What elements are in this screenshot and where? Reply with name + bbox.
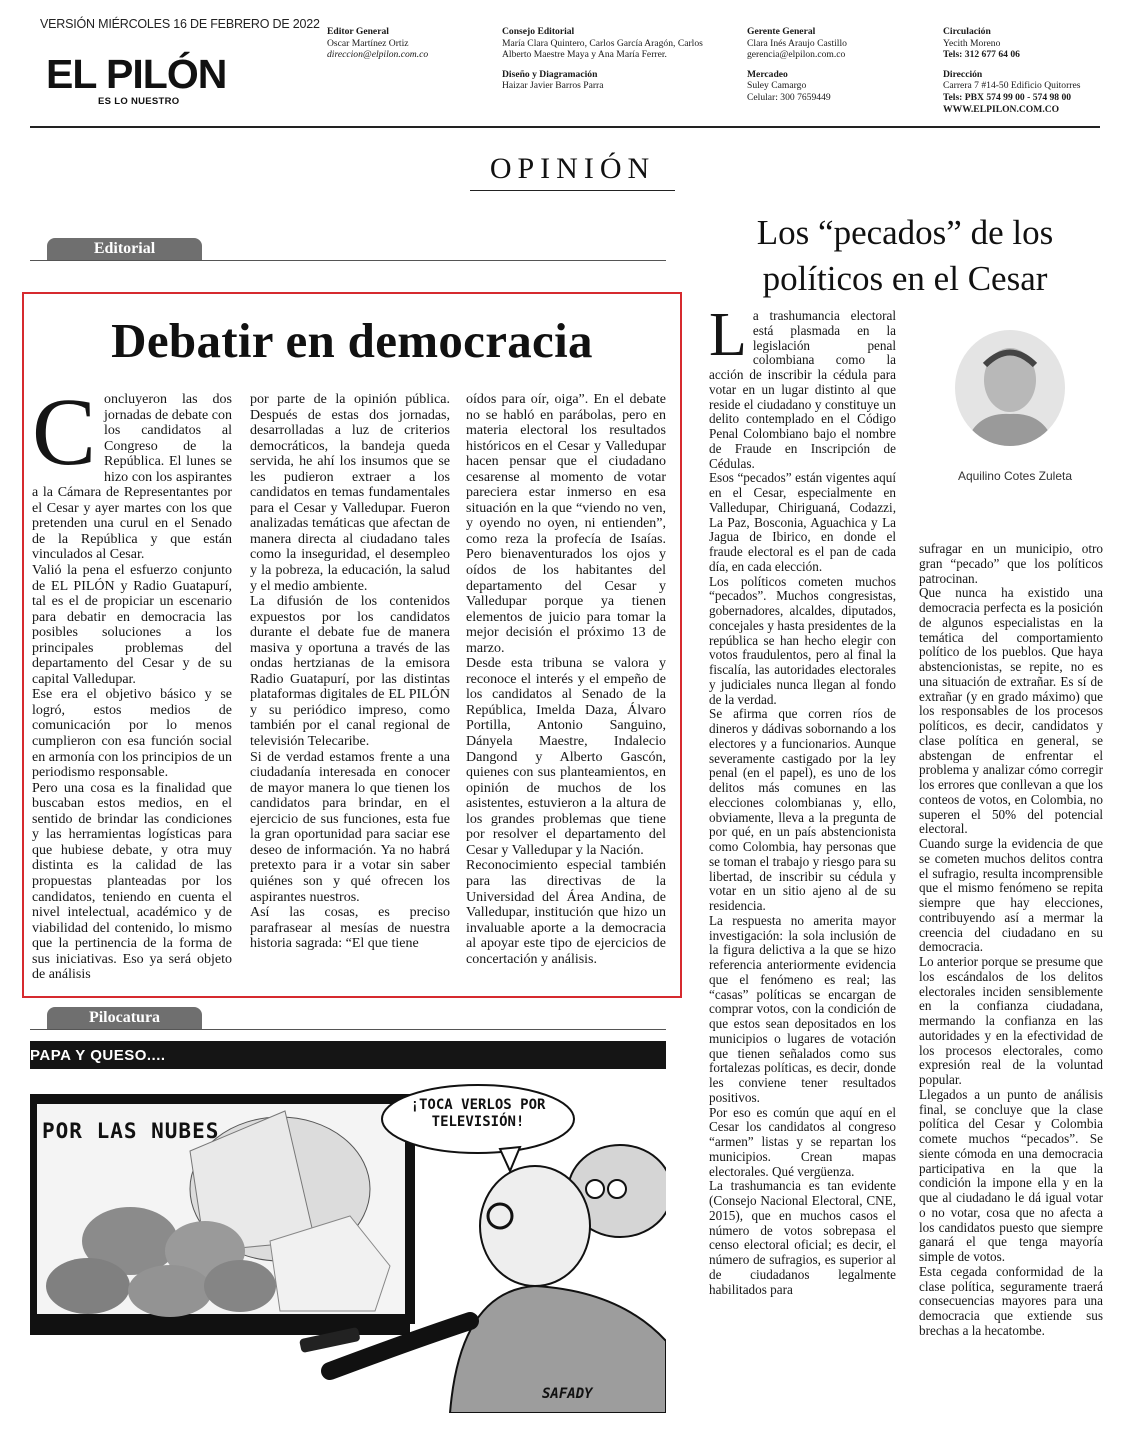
- potato: [204, 1260, 276, 1312]
- speech-bubble-tail: [500, 1147, 520, 1171]
- section-title: OPINIÓN: [489, 152, 656, 185]
- editorial-dropcap: C: [32, 378, 97, 485]
- column-title: [705, 210, 1105, 302]
- edition-date: VERSIÓN MIÉRCOLES 16 DE FEBRERO DE 2022: [40, 17, 320, 31]
- author-name: Aquilino Cotes Zuleta: [957, 469, 1073, 483]
- editorial-paragraph: oncluyeron las dos jornadas de debate con los candidatos al Congreso de la República. El lunes se hizo con los aspirantes a la Cámara de Representantes por el Cesar y ayer martes con los que pretenden una curul en el Senado de la República y que están vinculados al Cesar.: [32, 392, 232, 563]
- market-phone: Celular: 300 7659449: [747, 91, 831, 103]
- editorial-paragraph: Reconocimiento especial también para las directivas de la Universidad del Área Andina, de Valledupar, institución que hizo un invaluable aporte a la democracia al apoyar este tipo de ejercicios de concertación y análisis.: [466, 858, 666, 967]
- woman-eye: [608, 1180, 626, 1198]
- manager-email: gerencia@elpilon.com.co: [747, 49, 846, 61]
- editor-label: Editor General: [327, 26, 389, 37]
- column-paragraph: Llegados a un punto de análisis final, se concluye que la clase política del Cesar y Colombia comete muchos “pecados”. Se siente cómoda en una democracia participativa en la que la condición la impone ella y en la que al ciudadano le dá igual votar o no votar, cosa que no afecta a los candidatos puesto que siempre ganará el que tenga mayoría simple de votos.: [919, 1086, 1103, 1264]
- editorial-paragraph: Valió la pena el esfuerzo conjunto de EL PILÓN y Radio Guatapurí, tal es el de propiciar un escenario para debatir en democracia las posibles soluciones a los principales problemas del departamento del Cesar y de su capital Valledupar.: [32, 563, 232, 687]
- editor-name: Oscar Martínez Ortiz: [327, 37, 409, 49]
- manager-label: Gerente General: [747, 26, 816, 37]
- newspaper-logo: EL PILÓN: [46, 51, 227, 97]
- design-name: Haizar Javier Barros Parra: [502, 80, 604, 92]
- column-paragraph: Lo anterior porque se presume que los escándalos de los delitos electorales inciden sensiblemente en la confianza ciudadana, mermando la confianza en las autoridades y en la efectividad de los procesos electorales, como expresión real de la voluntad popular.: [919, 954, 1103, 1087]
- address-phone: Tels: PBX 574 99 00 - 574 98 00: [943, 91, 1072, 103]
- column-paragraph: Se afirma que corren ríos de dineros y dádivas sobornando a los electores y a funcionarios. Aunque severamente castigado por la ley penal (en el papel), es uno de los delitos más comunes en las elecciones colombianas y, ello, obviamente, lleva a la pregunta de por qué, en un país abstencionista como Colombia, hay personas que se toman el trabajo y riesgo para su libertad, de inscribir su cédula y votar en un sitio ajeno al de su residencia.: [709, 706, 896, 913]
- speech-bubble-text: [390, 1097, 566, 1131]
- column-title-line-1: Los “pecados” de los: [756, 213, 1054, 252]
- speech-line-2: TELEVISIÓN!: [431, 1114, 525, 1130]
- column-paragraph: Los políticos cometen muchos “pecados”. Muchos congresistas, gobernadores, alcaldes, diputados, concejales y hasta presidentes de la república se han hecho elegir con votos fraudulentos, pero al final la fiscalía, las autoridades electorales y judiciales nunca llegan al fondo de la verdad.: [709, 573, 896, 707]
- column-paragraph: Esta cegada conformidad de la clase política, seguramente traerá consecuencias mayores para una democracia que extiende sus brechas a la hecatombe.: [919, 1263, 1103, 1338]
- circulation-phone: Tels: 312 677 64 06: [943, 49, 1020, 61]
- editorial-paragraph: por parte de la opinión pública. Después de estas dos jornadas, desarrolladas a luz de criterios democráticos, la bandeja queda servida, he ahí los insumos que se les pudieron extraer a los candidatos en temas fundamentales para el Cesar y Valledupar. Fueron analizadas temáticas que afectan de manera directa al ciudadano tales como la inseguridad, el desempleo y la pobreza, la educación, la salud y el medio ambiente.: [250, 392, 450, 594]
- editorial-paragraph: La difusión de los contenidos expuestos por los candidatos durante el debate fue de manera masiva y oportuna a través de las ondas hertzianas de la emisora Radio Guatapurí, por las distintas plataformas digitales de EL PILÓN y su periódico impreso, como también por el canal regional de televisión Telecaribe.: [250, 594, 450, 750]
- editorial-column-3: [466, 392, 666, 967]
- cartoon-caption: PAPA Y QUESO....: [30, 1047, 166, 1064]
- column-paragraph: sufragar en un municipio, otro gran “pecado” que los políticos patrocinan.: [919, 541, 1103, 586]
- editorial-column-2: [250, 392, 450, 952]
- column-paragraph: Esos “pecados” están vigentes aquí en el Cesar, especialmente en Valledupar, Chiriguaná, Codazzi, La Paz, Bosconia, Aguachica y La Jagua de Ibirico, en donde el fraude electoral es el pan de cada día, en cada elección.: [709, 470, 896, 574]
- manager-name: Clara Inés Araujo Castillo: [747, 37, 847, 49]
- potato: [128, 1265, 212, 1317]
- editorial-paragraph: oídos para oír, oiga”. En el debate no se habló en parábolas, pero en materia electoral los resultados históricos en el Cesar y Valledupar hacen pensar que el ciudadano cesarense al momento de votar pareciera estar inmerso en esa situación en la que “viendo no ven, y oyendo no oyen, ni entienden”, como reza la profecía de Isaías. Pero bienaventurados los ojos y oídos de los habitantes del departamento del Cesar y Valledupar porque ya tienen elementos de juicio para tomar la mejor decisión el próximo 13 de marzo.: [466, 392, 666, 656]
- cartoon-tab-line: [30, 1029, 666, 1030]
- column-body-1: [709, 301, 896, 1297]
- editorial-title: Debatir en democracia: [111, 313, 593, 368]
- market-name: Suley Camargo: [747, 80, 807, 92]
- column-paragraph: Por eso es común que aquí en el Cesar los candidatos al congreso “armen” listas y se repartan los municipios. Crean mapas electorales. Qué vergüenza.: [709, 1104, 896, 1179]
- cartoon-tab: Pilocatura: [47, 1007, 202, 1030]
- staff-manager: [747, 26, 917, 104]
- editorial-tab-line: [30, 260, 666, 261]
- woman-eye: [586, 1180, 604, 1198]
- masthead-rule: [30, 126, 1100, 128]
- column-paragraph: Que nunca ha existido una democracia perfecta es la posición de algunos especialistas en la temática del comportamiento político de los pueblos. Que haya abstencionistas, se repite, no es una situación de extrañar. Es sí de extrañar (y en grado máximo) que los responsables de los procesos políticos, es decir, candidatos y clase política en general, se abstengan de enfrentar el problema y analizar cómo corregir los errores que conllevan a que los conteos de votos, en Colombia, no superen el 50% del potencial electoral.: [919, 585, 1103, 837]
- cartoon-illustration: [30, 1041, 666, 1413]
- editorial-paragraph: Así las cosas, es preciso parafrasear al mesías de nuestra historia sagrada: “El que tiene: [250, 905, 450, 952]
- section-title-rule: [470, 190, 675, 191]
- editorial-tab: Editorial: [47, 238, 202, 261]
- circulation-name: Yecith Moreno: [943, 37, 1001, 49]
- market-label: Mercadeo: [747, 68, 788, 80]
- editor-email: direccion@elpilon.com.co: [327, 49, 429, 61]
- board-names: María Clara Quintero, Carlos García Aragón, Carlos Alberto Maestre Maya y Ana María Ferrer.: [502, 37, 703, 61]
- design-label: Diseño y Diagramación: [502, 68, 598, 80]
- speech-line-1: ¡TOCA VERLOS POR: [410, 1097, 546, 1113]
- column-paragraph: La trashumancia es tan evidente (Consejo Nacional Electoral, CNE, 2015), que en muchos casos el número de votos sobrepasa el censo electoral oficial; es decir, el número de sufragios, es superior al de ciudadanos legalmente habilitados para: [709, 1178, 896, 1297]
- author-portrait: [955, 330, 1065, 446]
- board-label: Consejo Editorial: [502, 26, 575, 37]
- column-paragraph: La respuesta no amerita mayor investigación: la sola inclusión de la figura delictiva a la que se hizo referencia anteriormente evidencia que el fenómeno es real; las “casas” políticas se encargan de comprar votos, con la condición de que estos sean depositados en los municipios o lugares de votación que tienen señalados como sus fortalezas políticas, es decir, donde les conviene tener resultados positivos.: [709, 912, 896, 1105]
- column-dropcap: L: [709, 301, 747, 369]
- address: Carrera 7 #14-50 Edificio Quitorres: [943, 80, 1081, 92]
- tv-caption: POR LAS NUBES: [42, 1119, 220, 1143]
- author-shirt: [965, 414, 1055, 446]
- staff-circulation: [943, 26, 1113, 115]
- staff-editor: [327, 26, 487, 61]
- potato: [46, 1258, 130, 1314]
- editorial-column-1: [32, 378, 232, 983]
- column-paragraph: a trashumancia electoral está plasmada en la legislación penal colombiana como la acción de inscribir la cédula para votar en un lugar distinto al que reside el ciudadano y constituye un delito contemplado en el Código Penal Colombiano bajo el nombre de Fraude en Inscripción de Cédulas.: [709, 308, 896, 471]
- cartoonist-signature: SAFADY: [542, 1386, 593, 1402]
- website-link[interactable]: WWW.ELPILON.COM.CO: [943, 103, 1060, 115]
- editorial-paragraph: Desde esta tribuna se valora y reconoce el interés y el empeño de los candidatos al Senado de la República, Imelda Daza, Álvaro Portilla, Antonio Sanguino, Dányela Maestre, Indalecio Dangond y Alberto Gascón, quienes con sus planteamientos, en opinión de muchos de los asistentes, estuvieron a la altura de los grandes problemas que tiene por resolver el departamento del Cesar y Valledupar y la Nación.: [466, 656, 666, 858]
- column-body-2: [919, 542, 1103, 1339]
- cartoon-drawing: [30, 1041, 666, 1413]
- author-photo: [955, 330, 1065, 446]
- column-paragraph: Cuando surge la evidencia de que se cometen muchos delitos contra el sufragio, resulta incomprensible que el mismo fenómeno se repita siempre que hay elecciones, contribuyendo así a mermar la creencia del ciudadano en su democracia.: [919, 836, 1103, 955]
- address-label: Dirección: [943, 68, 983, 80]
- circulation-label: Circulación: [943, 26, 991, 37]
- staff-board: [502, 26, 712, 92]
- column-title-line-2: políticos en el Cesar: [762, 259, 1048, 298]
- newspaper-slogan: ES LO NUESTRO: [98, 96, 180, 107]
- editorial-paragraph: Pero una cosa es la finalidad que buscaban estos medios, en el sentido de brindar las condiciones y las herramientas logísticas para que hubiese debate, y otra muy distinta es la calidad de las propuestas planteadas por los candidatos, teniendo en cuenta el nivel intelectual, académico y de viabilidad del contenido, lo mismo que la pertinencia de la forma de sus iniciativas. Eso ya será objeto de análisis: [32, 780, 232, 983]
- editorial-paragraph: Si de verdad estamos frente a una ciudadanía interesada en conocer de mayor manera lo que tienen los candidatos para brindar, en el ejercicio de sus funciones, esta fue la gran oportunidad para saciar ese deseo de información. Ya no habrá pretexto para ir a votar sin saber quiénes son y qué ofrecen los aspirantes nuestros.: [250, 749, 450, 905]
- editorial-paragraph: Ese era el objetivo básico y se logró, estos medios de comunicación por lo menos cumplieron con esa función social en armonía con los principios de un periodismo responsable.: [32, 687, 232, 781]
